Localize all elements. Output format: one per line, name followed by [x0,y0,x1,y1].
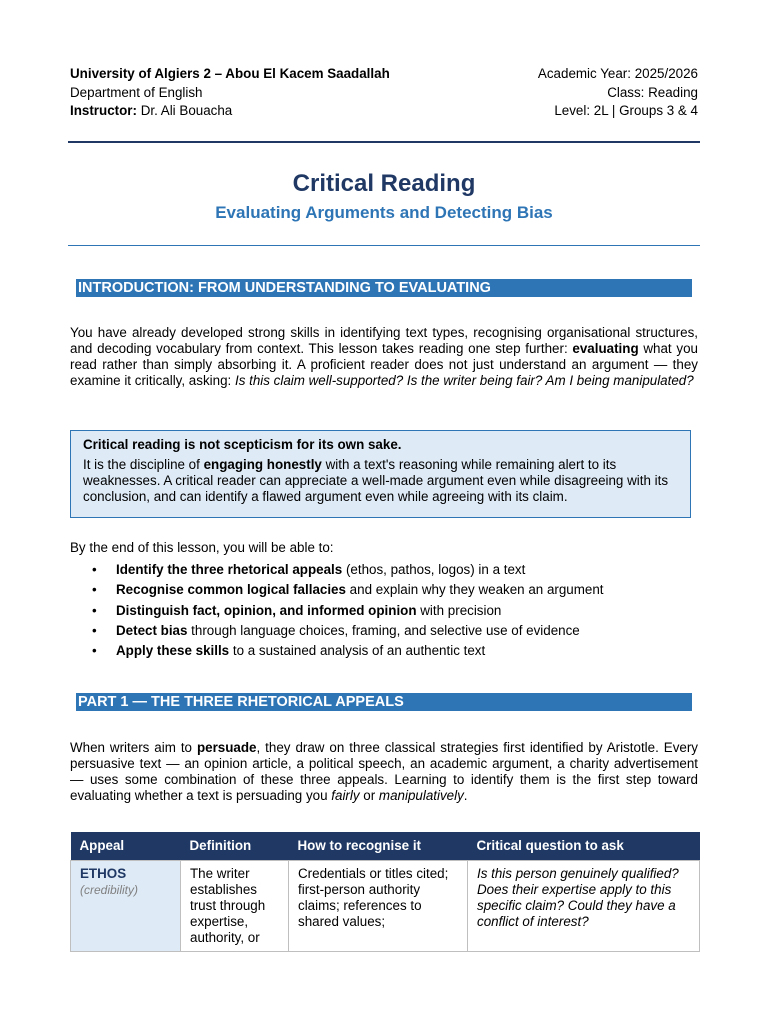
part1-text-1: When writers aim to [70,740,197,755]
objective-item [70,601,698,621]
intro-text-1: You have already developed strong skills in identifying text types, recognising organisational structures, and decoding vocabulary from context. This lesson takes reading one step further: [70,325,698,356]
bullet-icon: • [92,582,97,598]
bullet-icon: • [92,602,97,618]
objective-rest: to a sustained analysis of an authentic text [229,643,486,659]
class-name: Class: Reading [607,84,698,100]
part1-text-2: , they draw on three classical strategies first identified by Aristotle. Every persuasive text — an opinion article, a political speech, an academic argument, a charity advertisement — uses some combination of these three appeals. Learning to identify them is the first step toward evaluating whether a text is persuading you [70,740,698,803]
callout-box [70,430,691,518]
callout-body-1: It is the discipline of [83,457,204,472]
university-text: University of Algiers 2 – Abou El Kacem Saadallah [70,66,390,81]
callout-title: Critical reading is not scepticism for its own sake. [83,437,402,452]
recognise-cell: Credentials or titles cited; first-person authority claims; references to shared values; [289,861,468,952]
appeals-table [70,832,700,952]
objective-bold: Detect bias [116,622,188,638]
document-title: Critical Reading [292,170,476,197]
objective-item [70,580,698,600]
callout-body-bold: engaging honestly [203,457,322,472]
appeal-note: (credibility) [80,883,139,897]
objectives [70,540,698,661]
bullet-icon: • [92,562,97,577]
part1-heading: PART 1 — THE THREE RHETORICAL APPEALS [76,693,692,711]
objectives-lead: By the end of this lesson, you will be able to: [70,540,334,555]
appeal-cell [71,861,181,952]
question-cell: Is this person genuinely qualified? Does their expertise apply to this specific claim? Could they have a conflict of interest? [468,861,700,952]
department-name: Department of English [70,84,203,100]
objective-rest: and explain why they weaken an argument [345,582,604,598]
header-divider [68,141,700,143]
objectives-list [70,560,698,661]
part1-text-italic-2: manipulatively [378,788,464,803]
objective-bold: Distinguish fact, opinion, and informed opinion [116,602,417,618]
intro-text-italic: Is this claim well-supported? Is the writer being fair? Am I being manipulated? [234,373,694,388]
objective-item [70,641,698,661]
header-row-1 [70,66,698,85]
part1-text-4: . [463,788,468,803]
university-name [70,66,390,85]
instructor-name: Dr. Ali Bouacha [136,103,233,118]
callout-body-2: with a text's reasoning while remaining alert to its weaknesses. A critical reader can appreciate a well-made argument even while disagreeing with its conclusion, and can identify a flawed argument even while agreeing with its claim. [83,457,669,504]
level: Level: 2L | Groups 3 & 4 [554,103,698,118]
table-row [71,861,700,952]
column-header-recognise: How to recognise it [289,832,468,861]
objective-item [70,560,698,580]
definition-cell: The writer establishes trust through expertise, authority, or [181,861,289,952]
intro-text-bold: evaluating [572,341,639,356]
callout-body [83,457,678,505]
part1-text-italic-1: fairly [331,788,360,803]
instructor-label: Instructor: [70,103,137,118]
instructor [70,103,232,122]
academic-year: Academic Year: 2025/2026 [537,66,698,81]
objective-rest: (ethos, pathos, logos) in a text [342,562,526,577]
bullet-icon: • [92,622,97,638]
objective-item [70,621,698,641]
part1-text-bold: persuade [196,740,257,755]
part1-text-3: or [359,788,379,803]
title-divider [68,245,700,246]
objective-bold: Identify the three rhetorical appeals [116,562,343,577]
document-header [70,66,698,122]
bullet-icon: • [92,643,97,659]
intro-heading: INTRODUCTION: FROM UNDERSTANDING TO EVALUATING [76,279,692,297]
objective-rest: with precision [416,602,502,618]
objective-rest: through language choices, framing, and selective use of evidence [187,622,580,638]
document-subtitle: Evaluating Arguments and Detecting Bias [215,203,553,222]
column-header-question: Critical question to ask [468,832,700,861]
header-row-3 [70,103,698,122]
appeal-name: ETHOS [80,866,127,881]
objective-bold: Apply these skills [116,643,230,659]
intro-text-2: what you read rather than simply absorbing it. A proficient reader does not just understand an argument — they examine it critically, asking: [70,341,698,388]
column-header-definition: Definition [181,832,289,861]
part1-paragraph [70,740,698,804]
table-header-row [71,832,700,861]
header-row-2 [70,85,698,104]
objective-bold: Recognise common logical fallacies [116,582,346,598]
column-header-appeal: Appeal [71,832,181,861]
intro-paragraph [70,325,698,389]
